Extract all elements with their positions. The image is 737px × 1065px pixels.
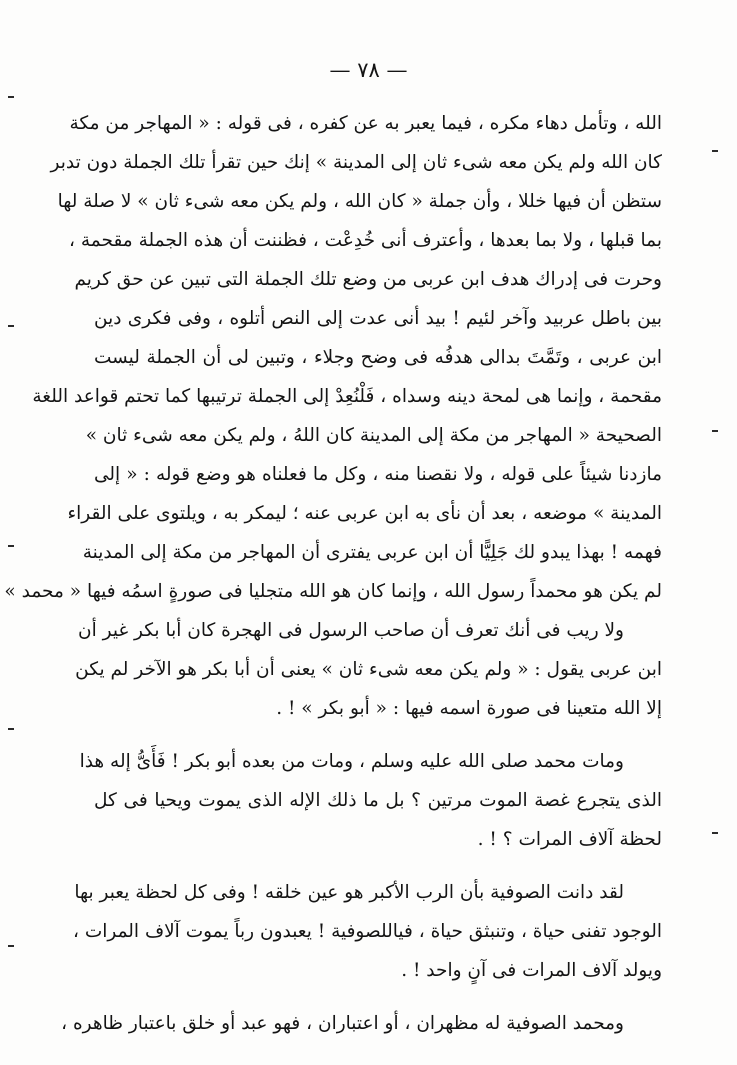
- text-line: ستظن أن فيها خللا ، وأن جملة « كان الله ، ولم يكن معه شىء ثان » لا صلة لها: [57, 191, 662, 212]
- text-line: لحظة آلاف المرات ؟ ! .: [477, 829, 662, 850]
- text-line: المدينة » موضعه ، بعد أن نأى به ابن عربى عنه ؛ ليمكر به ، ويلتوى على القراء: [67, 503, 662, 524]
- text-line: إلا الله متعينا فى صورة اسمه فيها : « أبو بكر » ! .: [276, 698, 662, 719]
- text-line: الصحيحة « المهاجر من مكة إلى المدينة كان اللهُ ، ولم يكن معه شىء ثان »: [85, 425, 662, 446]
- text-line: كان الله ولم يكن معه شىء ثان إلى المدينة » إنك حين تقرأ تلك الجملة دون تدبر: [50, 152, 662, 173]
- scan-margin-mark: [712, 832, 718, 834]
- paragraph-gap: [94, 728, 662, 742]
- text-line: لم يكن هو محمداً رسول الله ، وإنما كان هو الله متجليا فى صورةٍ اسمُه فيها « محمد »: [4, 581, 662, 602]
- scan-margin-mark: [8, 96, 14, 98]
- scan-margin-mark: [8, 728, 14, 730]
- text-line: وحرت فى إدراك هدف ابن عربى من وضع تلك الجملة التى تبين عن حق كريم: [74, 269, 662, 290]
- scan-margin-mark: [712, 430, 718, 432]
- text-line: الذى يتجرع غصة الموت مرتين ؟ بل ما ذلك الإله الذى يموت ويحيا فى كل: [94, 790, 662, 811]
- text-line: فهمه ! بهذا يبدو لك جَلِيًّا أن ابن عربى يفترى أن المهاجر من مكة إلى المدينة: [82, 542, 662, 563]
- page-number: — ٧٨ —: [329, 58, 408, 82]
- text-line: ابن عربى يقول : « ولم يكن معه شىء ثان » يعنى أن أبا بكر هو الآخر لم يكن: [75, 659, 662, 680]
- scan-margin-mark: [8, 945, 14, 947]
- paragraph-gap: [94, 990, 662, 1004]
- body-text: [4, 104, 662, 1043]
- text-line: بما قبلها ، ولا بما بعدها ، وأعترف أنى خُدِعْت ، فظننت أن هذه الجملة مقحمة ،: [69, 230, 662, 251]
- text-line: الوجود تفنى حياة ، وتنبثق حياة ، فياللصوفية ! يعبدون رباً يموت آلاف المرات ،: [72, 921, 662, 942]
- scan-margin-mark: [712, 150, 718, 152]
- text-line: ولا ريب فى أنك تعرف أن صاحب الرسول فى الهجرة كان أبا بكر غير أن: [78, 620, 624, 641]
- paragraph-gap: [94, 859, 662, 873]
- scan-margin-mark: [8, 545, 14, 547]
- text-line: ومات محمد صلى الله عليه وسلم ، ومات من بعده أبو بكر ! فَأَىُّ إله هذا: [79, 751, 624, 772]
- text-line: مقحمة ، وإنما هى لمحة دينه وسداه ، فَلْنُعِدْ إلى الجملة ترتيبها كما تحتم قواعد اللغة: [32, 386, 662, 407]
- text-line: ومحمد الصوفية له مظهران ، أو اعتباران ، فهو عبد أو خلق باعتبار ظاهره ،: [61, 1013, 624, 1034]
- scan-margin-mark: [8, 325, 14, 327]
- text-line: ويولد آلاف المرات فى آنٍ واحد ! .: [401, 960, 662, 981]
- text-line: الله ، وتأمل دهاء مكره ، فيما يعبر به عن كفره ، فى قوله : « المهاجر من مكة: [69, 113, 662, 134]
- text-line: لقد دانت الصوفية بأن الرب الأكبر هو عين خلقه ! وفى كل لحظة يعبر بها: [74, 882, 624, 903]
- text-line: ابن عربى ، وتَمَّتَ بدالى هدفُه فى وضح وجلاء ، وتبين لى أن الجملة ليست: [94, 347, 662, 368]
- text-line: مازدنا شيئاً على قوله ، ولا نقصنا منه ، وكل ما فعلناه هو وضع قوله : « إلى: [94, 464, 662, 485]
- text-line: بين باطل عربيد وآخر لئيم ! بيد أنى عدت إلى النص أتلوه ، وفى فكرى دين: [94, 308, 662, 329]
